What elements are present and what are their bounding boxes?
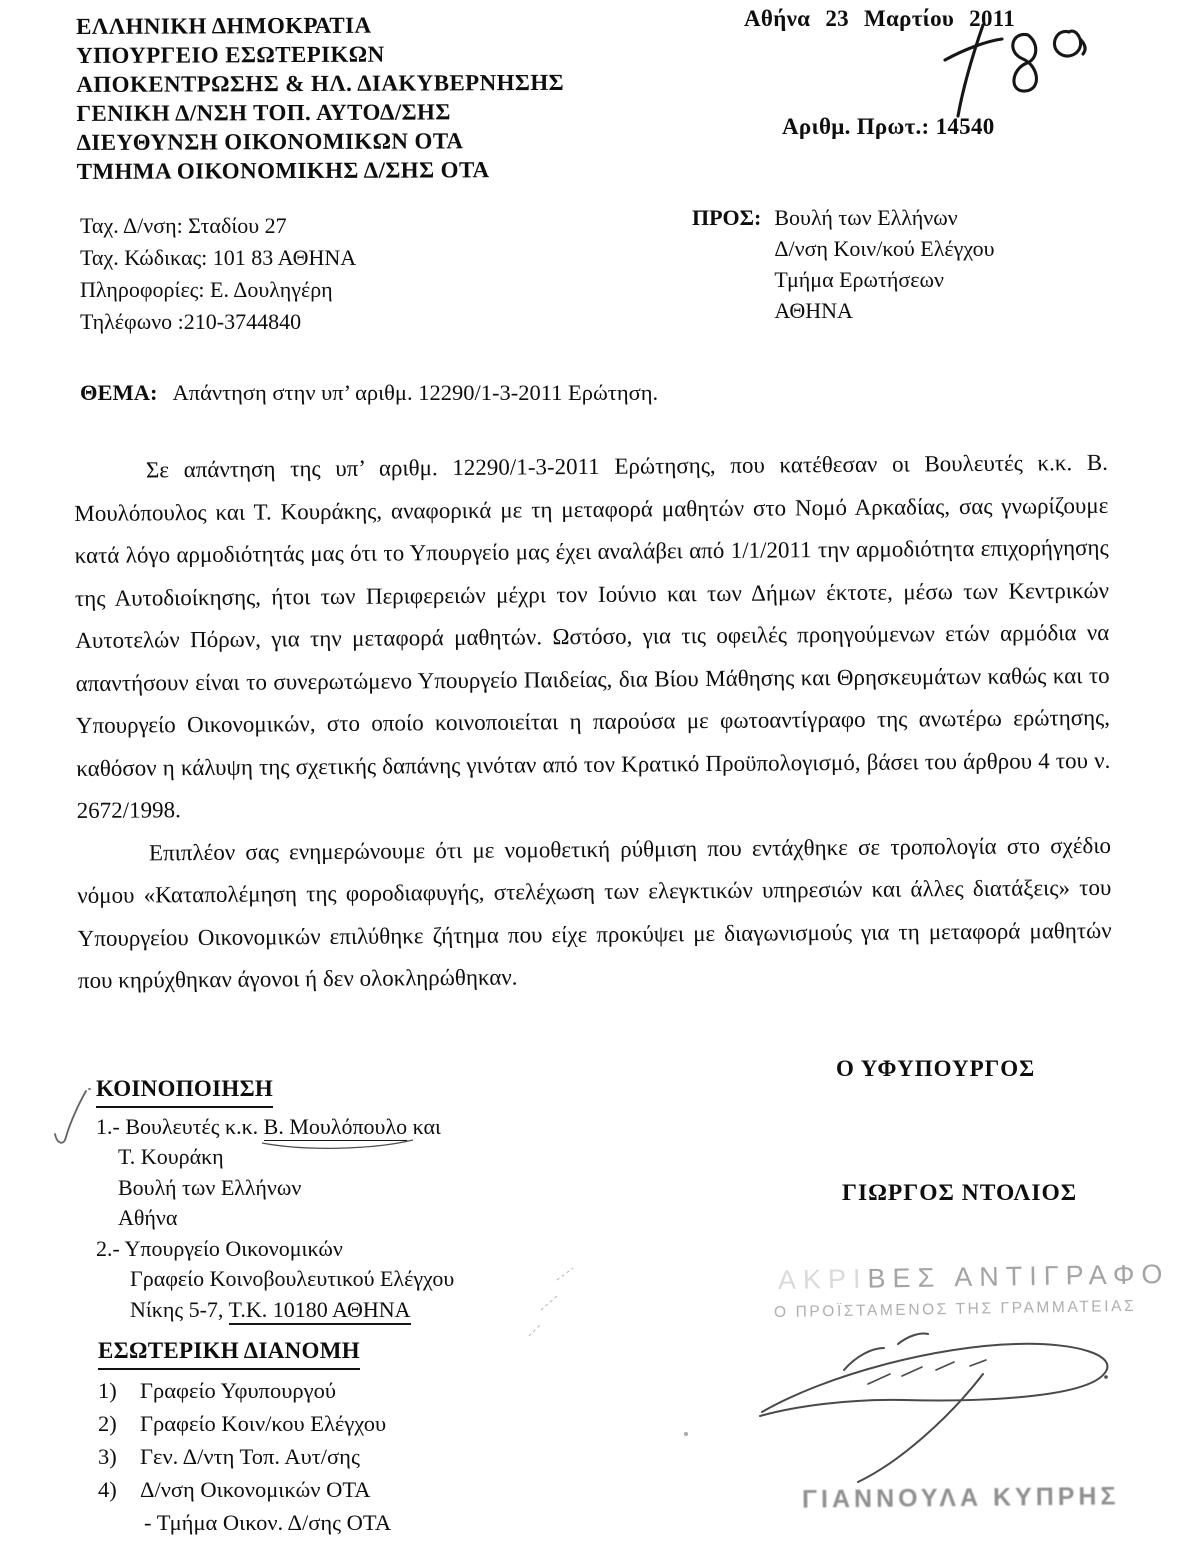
subject-text: Απάντηση στην υπ’ αριθμ. 12290/1-3-2011 Ερώτηση. <box>172 380 659 405</box>
underlined-name-text: Β. Μουλόπουλο <box>263 1113 408 1139</box>
hand-wavy-underline <box>259 1138 417 1152</box>
stamp-certified-copy-faint: ΑΚΡΙ <box>777 1263 868 1296</box>
letterhead-line: ΥΠΟΥΡΓΕΙΟ ΕΣΩΤΕΡΙΚΩΝ <box>76 41 385 68</box>
communication-item-1-line: Τ. Κουράκη <box>118 1144 224 1169</box>
internal-item-text: Γεν. Δ/ντη Τοπ. Αυτ/σης <box>140 1444 360 1469</box>
letterhead <box>76 10 565 186</box>
internal-item <box>98 1440 391 1473</box>
pencil-marks <box>515 1262 585 1357</box>
letterhead-line: ΕΛΛΗΝΙΚΗ ΔΗΜΟΚΡΑΤΙΑ <box>76 12 372 39</box>
contact-line: Ταχ. Δ/νση: Σταδίου 27 <box>80 213 287 238</box>
internal-item-number: 3) <box>98 1444 117 1469</box>
subject-label: ΘΕΜΑ: <box>80 380 158 405</box>
communication-item-2-line: Γραφείο Κοινοβουλευτικού Ελέγχου <box>130 1266 455 1291</box>
handwritten-signature <box>748 1322 1148 1497</box>
stray-ink-dot <box>684 1432 688 1436</box>
checkmark-stroke <box>50 1088 94 1154</box>
communication-item-1-line: Βουλή των Ελλήνων <box>118 1174 302 1200</box>
letterhead-line: ΓΕΝΙΚΗ Δ/ΝΣΗ ΤΟΠ. ΑΥΤΟΔ/ΣΗΣ <box>76 99 451 126</box>
internal-item-text: Γραφείο Κοιν/κου Ελέγχου <box>140 1411 387 1436</box>
body-paragraph-1: Σε απάντηση της υπ’ αριθμ. 12290/1-3-2011 Ερώτησης, που κατέθεσαν οι Βουλευτές κ.κ. Β. Μουλόπουλος και Τ. Κουράκης, αναφορικά με τη μεταφορά μαθητών στο Νομό Αρκαδίας, σας γνωρίζουμε κατά λόγο αρμοδιότητάς μας ότι το Υπουργείο μας έχει αναλάβει από 1/1/2011 την αρμοδιότητα επιχορήγησης της Αυτοδιοίκησης, ήτοι των Περιφερειών μέχρι τον Ιούνιο και των Δήμων έκτοτε, μέσω των Κεντρικών Αυτοτελών Πόρων, για την μεταφορά μαθητών. Ωστόσο, για τις οφειλές προηγούμενων ετών αρμόδια να απαντήσουν είναι το συνερωτώμενο Υπουργείο Παιδείας, δια Βίου Μάθησης και Θρησκευμάτων καθώς και το Υπουργείο Οικονομικών, στο οποίο κοινοποιείται η παρούσα με φωτοαντίγραφο της ανωτέρω ερώτησης, καθόσον η κάλυψη της σχετικής δαπάνης γινόταν από τον Κρατικό Προϋπολογισμό, βάσει του άρθρου 4 του ν. 2672/1998. <box>74 449 1111 823</box>
communication-block <box>96 1074 454 1325</box>
internal-item-text: Δ/νση Οικονομικών ΟΤΑ <box>140 1477 371 1502</box>
underlined-postal-code: Τ.Κ. 10180 ΑΘΗΝΑ <box>229 1297 411 1325</box>
underlined-name <box>264 1114 407 1141</box>
internal-item-number: 2) <box>98 1411 117 1436</box>
communication-item-2-address-prefix: Νίκης 5-7, <box>130 1296 229 1322</box>
internal-item-text: Γραφείο Υφυπουργού <box>140 1378 336 1403</box>
recipient-line: Τμήμα Ερωτήσεων <box>774 267 944 292</box>
stamp-certified-copy <box>778 1259 1170 1296</box>
recipient-line: Δ/νση Κοιν/κού Ελέγχου <box>774 236 995 261</box>
communication-item-1-prefix: 1.- Βουλευτές κ.κ. <box>96 1113 264 1139</box>
subject-line <box>80 380 658 406</box>
pencil-strokes <box>515 1262 585 1352</box>
recipient-label: ΠΡΟΣ: <box>692 205 762 230</box>
stamp-signatory-name: ΓΙΑΝΝΟΥΛΑ ΚΥΠΡΗΣ <box>801 1482 1120 1514</box>
communication-item-1-suffix: και <box>407 1113 441 1139</box>
letter-body <box>74 442 1112 1003</box>
stamp-head-of-secretariat: Ο ΠΡΟΪΣΤΑΜΕΝΟΣ ΤΗΣ ΓΡΑΜΜΑΤΕΙΑΣ <box>773 1297 1137 1322</box>
internal-item <box>98 1407 391 1440</box>
internal-sub-item: - Τμήμα Οικον. Δ/σης ΟΤΑ <box>144 1510 392 1535</box>
communication-item-2-line <box>96 1295 454 1326</box>
recipient-line: Βουλή των Ελλήνων <box>774 205 958 230</box>
body-paragraph-2: Επιπλέον σας ενημερώνουμε ότι με νομοθετική ρύθμιση που εντάχθηκε σε τροπολογία στο σχέδιο νόμου «Καταπολέμηση της φοροδιαφυγής, στελέχωση των ελεγκτικών υπηρεσιών και άλλες διατάξεις» του Υπουργείου Οικονομικών επιλύθηκε ζήτημα που είχε προκύψει με διαγωνισμούς για τη μεταφορά μαθητών που κηρύχθηκαν άγονοι ή δεν ολοκληρώθηκαν. <box>77 832 1112 993</box>
internal-distribution-block <box>98 1334 391 1539</box>
handwritten-number-strokes <box>938 20 1103 120</box>
internal-distribution-title: ΕΣΩΤΕΡΙΚΗ ΔΙΑΝΟΜΗ <box>98 1334 360 1370</box>
communication-item-1 <box>96 1112 454 1143</box>
communication-item-2: 2.- Υπουργείο Οικονομικών <box>96 1235 343 1261</box>
internal-item-number: 1) <box>98 1378 117 1403</box>
stamp-certified-copy-rest: ΒΕΣ ΑΝΤΙΓΡΑΦΟ <box>867 1258 1170 1294</box>
letterhead-line: ΑΠΟΚΕΝΤΡΩΣΗΣ & ΗΛ. ΔΙΑΚΥΒΕΡΝΗΣΗΣ <box>76 69 565 97</box>
communication-item-1-line: Αθήνα <box>118 1205 178 1230</box>
contact-line: Ταχ. Κώδικας: 101 83 ΑΘΗΝΑ <box>80 245 357 270</box>
internal-item <box>98 1473 391 1506</box>
date-line: Αθήνα 23 Μαρτίου 2011 <box>744 6 1016 31</box>
letterhead-line: ΤΜΗΜΑ ΟΙΚΟΝΟΜΙΚΗΣ Δ/ΣΗΣ ΟΤΑ <box>76 157 490 184</box>
signature-strokes <box>748 1322 1148 1492</box>
signatory-title: Ο ΥΦΥΠΟΥΡΓΟΣ <box>836 1056 1036 1081</box>
protocol-number: Αριθμ. Πρωτ.: 14540 <box>782 114 995 139</box>
communication-title: ΚΟΙΝΟΠΟΙΗΣΗ <box>96 1074 273 1108</box>
contact-block <box>80 210 356 338</box>
handwritten-checkmark <box>50 1088 94 1159</box>
internal-item <box>98 1374 391 1407</box>
letterhead-line: ΔΙΕΥΘΥΝΣΗ ΟΙΚΟΝΟΜΙΚΩΝ ΟΤΑ <box>76 128 464 155</box>
signatory-name: ΓΙΩΡΓΟΣ ΝΤΟΛΙΟΣ <box>842 1180 1078 1206</box>
handwritten-number <box>938 20 1103 125</box>
recipient-lines <box>774 202 994 326</box>
internal-item-number: 4) <box>98 1477 117 1502</box>
recipient-block <box>692 202 995 326</box>
recipient-line: ΑΘΗΝΑ <box>774 298 853 323</box>
contact-line: Πληροφορίες: Ε. Δουληγέρη <box>80 277 333 302</box>
contact-line: Τηλέφωνο :210-3744840 <box>80 309 302 334</box>
